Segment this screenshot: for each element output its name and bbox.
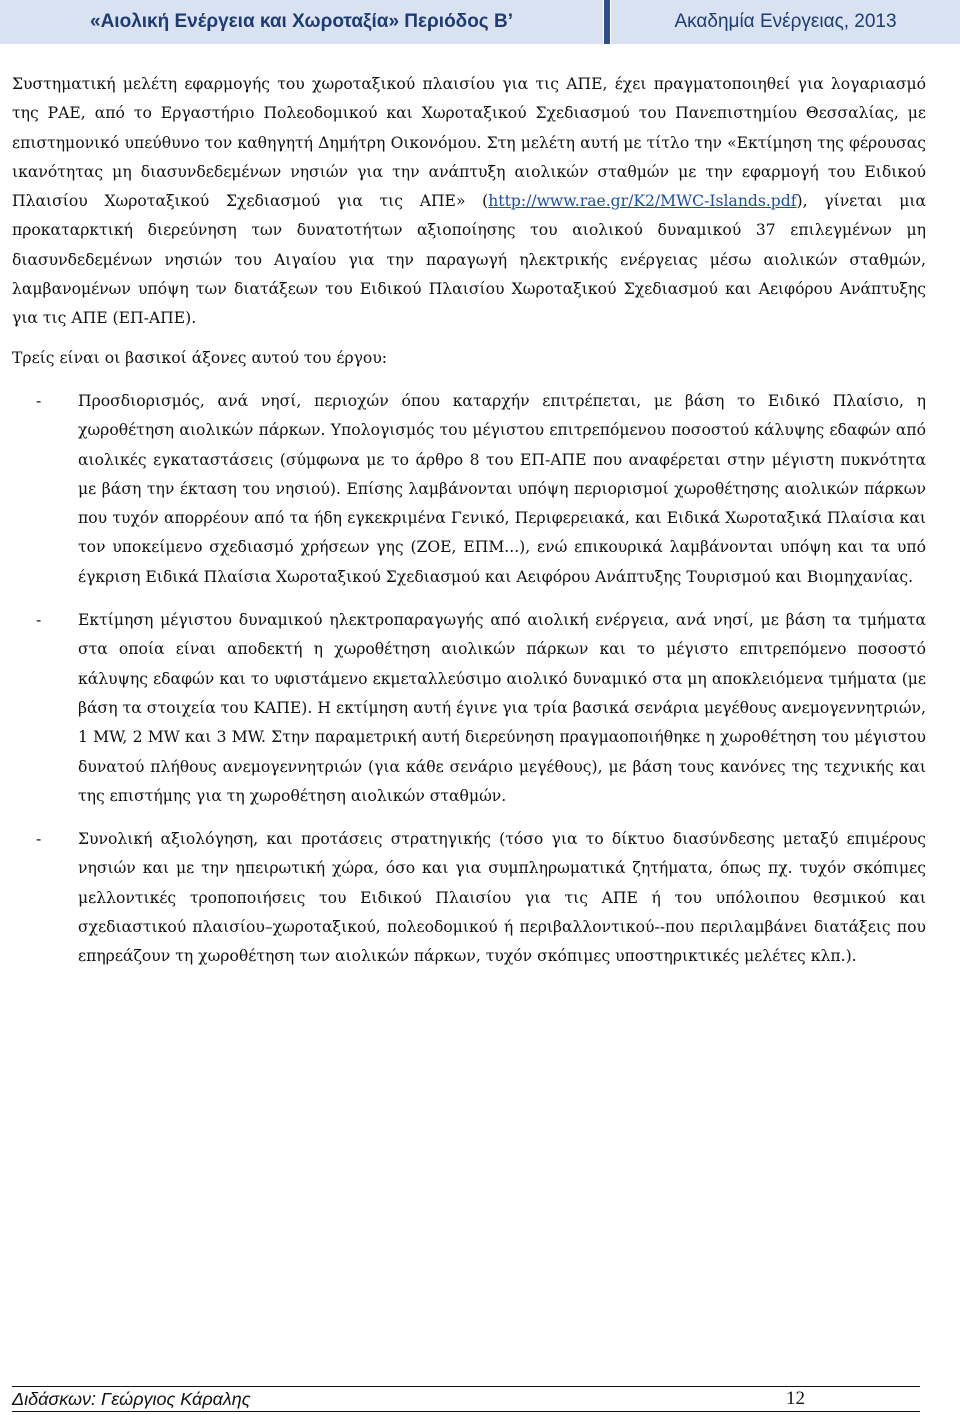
document-body (12, 70, 926, 986)
page-header (0, 0, 960, 44)
footer-teacher: Διδάσκων: Γεώργιος Κάραλης (12, 1389, 251, 1409)
intro-text-before-link: Συστηματική μελέτη εφαρμογής του χωροταξικού πλαισίου για τις ΑΠΕ, έχει πραγματοποιηθεί για λογαριασμό της ΡΑΕ, από το Εργαστήριο Πολεοδομικού και Χωροταξικού Σχεδιασμού του Πανεπιστημίου Θεσσαλίας, με επιστημονικό υπεύθυνο τον καθηγητή Δημήτρη Οικονόμου. Στη μελέτη αυτή με τίτλο την «Εκτίμηση της φέρουσας ικανότητας μη διασυνδεδεμένων νησιών για την ανάπτυξη αιολικών σταθμών με την εφαρμογή του Ειδικού Πλαισίου Χωροταξικού Σχεδιασμού για τις ΑΠΕ» ( (12, 75, 926, 211)
bullet-item (12, 387, 926, 592)
header-separator (604, 0, 610, 44)
bullet-dash: - (36, 830, 42, 849)
header-title: «Αιολική Ενέργεια και Χωροταξία» Περιόδος Β’ (0, 0, 603, 44)
axes-intro: Τρείς είναι οι βασικοί άξονες αυτού του έργου: (12, 348, 388, 367)
page-footer (12, 1386, 920, 1412)
report-link[interactable]: http://www.rae.gr/K2/MWC-Islands.pdf (488, 192, 797, 211)
bullet-dash: - (36, 611, 42, 630)
bullet-text: Εκτίμηση μέγιστου δυναμικού ηλεκτροπαραγωγής από αιολική ενέργεια, ανά νησί, με βάση τα τμήματα στα οποία είναι αποδεκτή η χωροθέτηση αιολικών πάρκων και το μέγιστο επιτρεπόμενο ποσοστό κάλυψης εδαφών και το υφιστάμενο εκμεταλλεύσιμο αιολικό δυναμικό στα μη αποκλειόμενα τμήματα (με βάση τα στοιχεία του ΚΑΠΕ). Η εκτίμηση αυτή έγινε για τρία βασικά σενάρια μεγέθους ανεμογεννητριών, 1 MW, 2 MW και 3 MW. Στην παραμετρική αυτή διερεύνηση πραγμαοποιήθηκε η χωροθέτηση του μέγιστου δυνατού πλήθους ανεμογεννητριών (για κάθε σενάριο μεγέθους), με βάση τους κανόνες της τεχνικής και της επιστήμης για τη χωροθέτηση αιολικών σταθμών. (78, 611, 926, 805)
bullet-dash: - (36, 391, 42, 410)
bullet-item (12, 825, 926, 971)
header-academy: Ακαδημία Ενέργειας, 2013 (611, 0, 960, 44)
bullet-text: Συνολική αξιολόγηση, και προτάσεις στρατηγικής (τόσο για το δίκτυο διασύνδεσης μεταξύ επιμέρους νησιών και με την ηπειρωτική χώρα, όσο και για συμπληρωματικά ζητήματα, όπως πχ. τυχόν σκόπιμες μελλοντικές τροποποιήσεις του Ειδικού Πλαισίου για τις ΑΠΕ ή του υπόλοιπου θεσμικού και σχεδιαστικού πλαισίου–χωροταξικού, πολεοδομικού ή περιβαλλοντικού--που περιλαμβάνει διατάξεις που επηρεάζουν τη χωροθέτηση των αιολικών πάρκων, τυχόν σκόπιμες υποστηρικτικές μελέτες κλπ.). (78, 830, 926, 966)
bullet-text: Προσδιορισμός, ανά νησί, περιοχών όπου καταρχήν επιτρέπεται, με βάση το Ειδικό Πλαίσιο, η χωροθέτηση αιολικών πάρκων. Υπολογισμός του μέγιστου επιτρεπόμενου ποσοστού κάλυψης εδαφών από αιολικές εγκαταστάσεις (σύμφωνα με το άρθρο 8 του ΕΠ-ΑΠΕ που αναφέρεται στην μέγιστη πυκνότητα με βάση την έκταση του νησιού). Επίσης λαμβάνονται υπόψη περιορισμοί χωροθέτησης αιολικών πάρκων που τυχόν απορρέουν από τα ήδη εγκεκριμένα Γενικό, Περιφερειακά, και Ειδικά Χωροταξικά Πλαίσια και τον υποκείμενο σχεδιασμό χρήσεων γης (ΖΟΕ, ΕΠΜ...), ενώ επικουρικά λαμβάνονται υπόψη και τα υπό έγκριση Ειδικά Πλαίσια Χωροταξικού Σχεδιασμού και Αειφόρου Ανάπτυξης Τουρισμού και Βιομηχανίας. (78, 391, 926, 586)
intro-paragraph (12, 70, 926, 334)
page-number: 12 (786, 1388, 805, 1409)
bullet-item (12, 606, 926, 811)
intro-text-after-link: ), γίνεται μια προκαταρκτική διερεύνηση των δυνατοτήτων αξιοποίησης του αιολικού δυναμικού 37 επιλεγμένων μη διασυνδεδεμένων νησιών του Αιγαίου για την παραγωγή ηλεκτρικής ενέργειας μέσω αιολικών σταθμών, λαμβανομένων υπόψη των διατάξεων του Ειδικού Πλαισίου Χωροταξικού Σχεδιασμού και Αειφόρου Ανάπτυξης για τις ΑΠΕ (ΕΠ-ΑΠΕ). (12, 192, 927, 328)
